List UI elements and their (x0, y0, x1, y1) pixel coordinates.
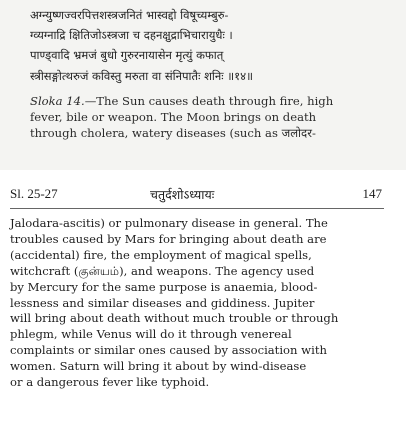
body-line-10: women. Saturn will bring it about by wind-disease (10, 359, 307, 374)
translation-line-3: through cholera, watery diseases (such as जलोदर- (30, 126, 316, 140)
translation-line-2: fever, bile or weapon. The Moon brings on death (30, 110, 317, 124)
body-line-8: phlegm, while Venus will do it through venereal (10, 327, 292, 342)
header-sloka-range: Sl. 25-27 (10, 186, 58, 201)
header-chapter-title: चतुर्दशोऽध्यायः (150, 187, 215, 202)
body-line-1: Jalodara-ascitis) or pulmonary disease in general. The (10, 216, 328, 230)
page-header (10, 186, 382, 204)
body-line-2: troubles caused by Mars for bringing about death are (10, 231, 327, 246)
body-line-7: will bring about death without much trouble or through (10, 311, 339, 326)
sanskrit-verse-line-3: पाण्ड्वादि भ्रमजं बुधो गुरुरनायासेन मृत्युं कफात् (30, 48, 224, 62)
body-line-11: or a dangerous fever like typhoid. (10, 375, 210, 390)
sloka-label: Sloka 14. (30, 94, 85, 108)
header-page-number: 147 (362, 186, 382, 201)
upper-page-fragment (0, 0, 406, 170)
body-line-5: by Mercury for the same purpose is anaemia, blood- (10, 279, 318, 294)
translation-paragraph (30, 93, 380, 141)
header-rule (10, 208, 384, 209)
sanskrit-verse-line-4: स्त्रीसङ्गोत्थरुजं कविस्तु मरुता वा संनिपातैः शनिः ॥१४॥ (30, 69, 253, 83)
body-line-6: lessness and similar diseases and giddiness. Jupiter (10, 295, 315, 310)
body-paragraph (10, 216, 394, 391)
sanskrit-verse-line-1: अग्न्युष्णज्वरपित्तशस्त्रजनितं भास्वद्दो विषूच्यम्बुरु- (30, 8, 229, 22)
translation-line-1 (30, 93, 380, 109)
body-line-4: witchcraft (குன்யம்), and weapons. The agency used (10, 263, 315, 278)
sanskrit-verse-line-2: ग्व्यग्नाद्रि क्षितिजोऽस्त्रजा च दहनक्षुद्राभिचारायुधैः । (30, 28, 233, 42)
page-separator (0, 170, 406, 184)
body-line-3: (accidental) fire, the employment of magical spells, (10, 247, 312, 262)
translation-line-1-text: —The Sun causes death through fire, high (84, 94, 334, 108)
body-line-9: complaints or similar ones caused by association with (10, 343, 327, 358)
